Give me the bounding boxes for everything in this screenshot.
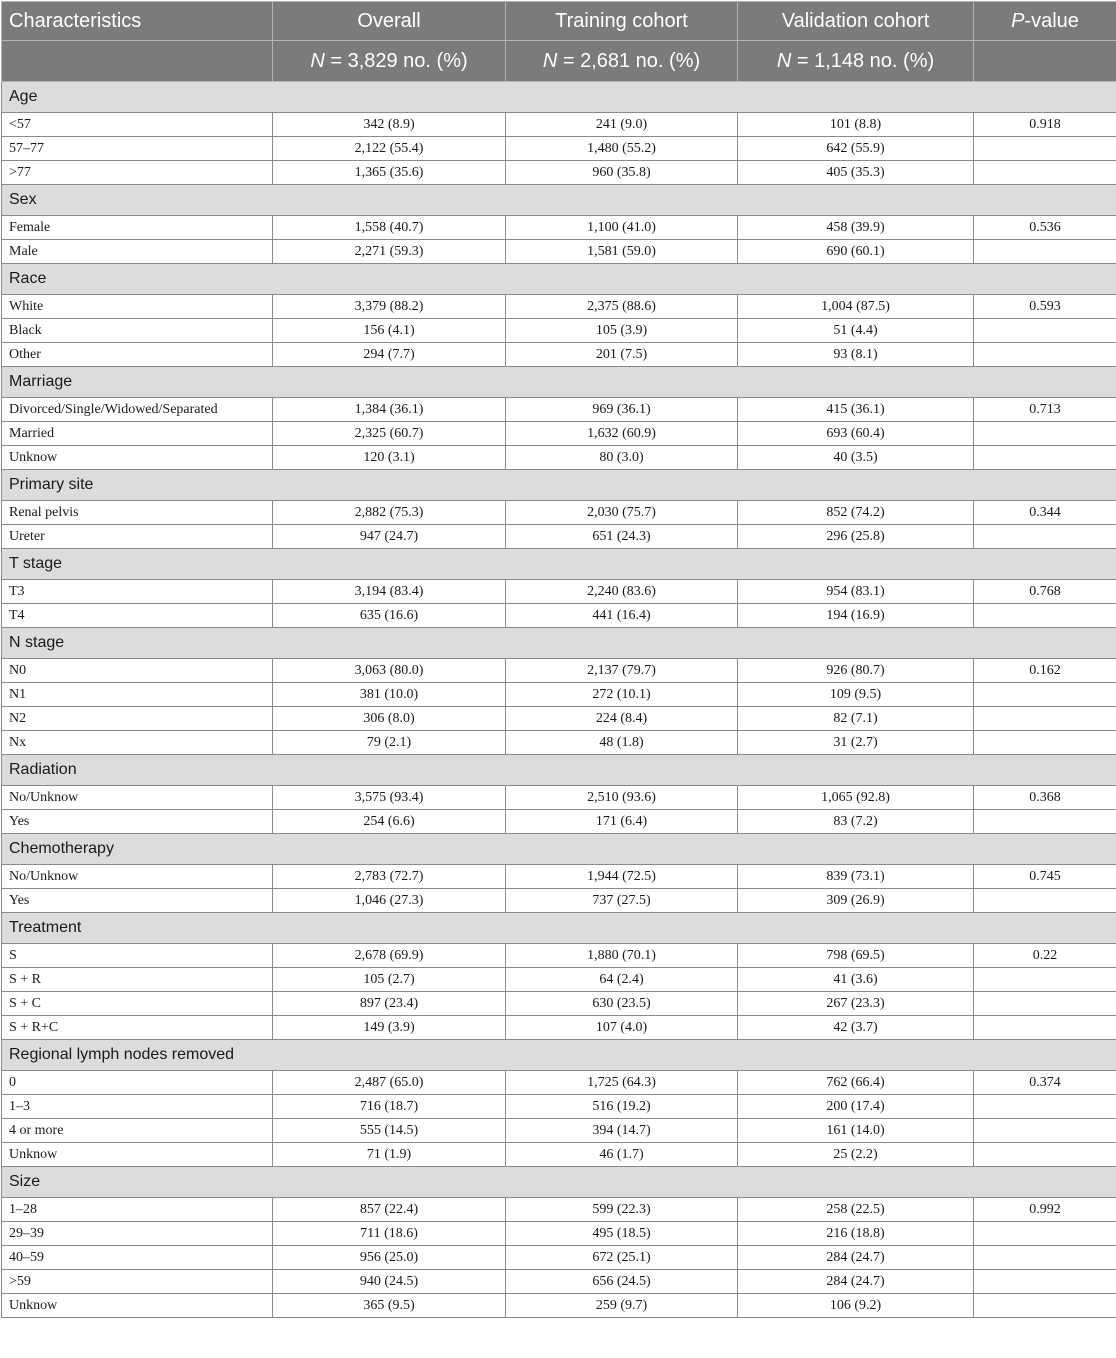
overall-cell: 120 (3.1) xyxy=(273,446,506,470)
table-row xyxy=(2,1222,1116,1246)
n-value: = 3,829 no. (%) xyxy=(325,50,468,72)
validation-cell: 216 (18.8) xyxy=(738,1222,974,1246)
validation-cell: 415 (36.1) xyxy=(738,398,974,422)
training-cell: 394 (14.7) xyxy=(506,1119,738,1143)
section-row xyxy=(2,264,1116,295)
p-value-cell: 0.374 xyxy=(974,1071,1116,1095)
overall-cell: 3,063 (80.0) xyxy=(273,659,506,683)
p-rest: -value xyxy=(1024,10,1078,32)
row-label: No/Unknow xyxy=(2,786,273,810)
section-title: Race xyxy=(2,264,1116,295)
p-value-cell xyxy=(974,446,1116,470)
row-label: <57 xyxy=(2,113,273,137)
row-label: Male xyxy=(2,240,273,264)
validation-cell: 51 (4.4) xyxy=(738,319,974,343)
table-body xyxy=(2,82,1116,1318)
overall-cell: 711 (18.6) xyxy=(273,1222,506,1246)
p-value-cell xyxy=(974,1246,1116,1270)
table-row xyxy=(2,319,1116,343)
row-label: Unknow xyxy=(2,446,273,470)
p-value-cell xyxy=(974,1016,1116,1040)
training-cell: 1,581 (59.0) xyxy=(506,240,738,264)
validation-cell: 83 (7.2) xyxy=(738,810,974,834)
training-cell: 201 (7.5) xyxy=(506,343,738,367)
row-label: Unknow xyxy=(2,1294,273,1318)
p-value-cell: 0.745 xyxy=(974,865,1116,889)
section-row xyxy=(2,185,1116,216)
validation-cell: 762 (66.4) xyxy=(738,1071,974,1095)
characteristics-table xyxy=(1,1,1116,1318)
table-row xyxy=(2,446,1116,470)
row-label: Married xyxy=(2,422,273,446)
section-title: Regional lymph nodes removed xyxy=(2,1040,1116,1071)
overall-cell: 2,678 (69.9) xyxy=(273,944,506,968)
training-cell: 1,880 (70.1) xyxy=(506,944,738,968)
validation-cell: 40 (3.5) xyxy=(738,446,974,470)
training-cell: 1,944 (72.5) xyxy=(506,865,738,889)
training-cell: 224 (8.4) xyxy=(506,707,738,731)
table-row xyxy=(2,944,1116,968)
validation-cell: 296 (25.8) xyxy=(738,525,974,549)
validation-cell: 839 (73.1) xyxy=(738,865,974,889)
section-row xyxy=(2,834,1116,865)
row-label: T4 xyxy=(2,604,273,628)
n-label: N xyxy=(777,50,791,72)
p-value-cell: 0.768 xyxy=(974,580,1116,604)
section-title: T stage xyxy=(2,549,1116,580)
validation-cell: 101 (8.8) xyxy=(738,113,974,137)
training-cell: 1,632 (60.9) xyxy=(506,422,738,446)
p-value-cell xyxy=(974,889,1116,913)
training-cell: 495 (18.5) xyxy=(506,1222,738,1246)
overall-cell: 1,384 (36.1) xyxy=(273,398,506,422)
row-label: 29–39 xyxy=(2,1222,273,1246)
overall-cell: 3,575 (93.4) xyxy=(273,786,506,810)
row-label: Ureter xyxy=(2,525,273,549)
training-cell: 2,375 (88.6) xyxy=(506,295,738,319)
validation-cell: 82 (7.1) xyxy=(738,707,974,731)
table-row xyxy=(2,604,1116,628)
table-row xyxy=(2,683,1116,707)
training-cell: 2,240 (83.6) xyxy=(506,580,738,604)
p-value-cell xyxy=(974,422,1116,446)
table-row xyxy=(2,1016,1116,1040)
training-cell: 630 (23.5) xyxy=(506,992,738,1016)
table-row xyxy=(2,865,1116,889)
validation-cell: 798 (69.5) xyxy=(738,944,974,968)
validation-cell: 954 (83.1) xyxy=(738,580,974,604)
header-p-value xyxy=(974,2,1116,41)
section-row xyxy=(2,367,1116,398)
overall-cell: 1,046 (27.3) xyxy=(273,889,506,913)
overall-cell: 940 (24.5) xyxy=(273,1270,506,1294)
section-row xyxy=(2,82,1116,113)
table-row xyxy=(2,343,1116,367)
header-validation-n xyxy=(738,41,974,82)
p-value-cell xyxy=(974,343,1116,367)
row-label: >59 xyxy=(2,1270,273,1294)
validation-cell: 642 (55.9) xyxy=(738,137,974,161)
overall-cell: 2,325 (60.7) xyxy=(273,422,506,446)
validation-cell: 926 (80.7) xyxy=(738,659,974,683)
row-label: S + R+C xyxy=(2,1016,273,1040)
validation-cell: 458 (39.9) xyxy=(738,216,974,240)
training-cell: 672 (25.1) xyxy=(506,1246,738,1270)
overall-cell: 156 (4.1) xyxy=(273,319,506,343)
header-overall-n xyxy=(273,41,506,82)
table-row xyxy=(2,707,1116,731)
row-label: 0 xyxy=(2,1071,273,1095)
overall-cell: 857 (22.4) xyxy=(273,1198,506,1222)
training-cell: 272 (10.1) xyxy=(506,683,738,707)
table-row xyxy=(2,992,1116,1016)
training-cell: 64 (2.4) xyxy=(506,968,738,992)
section-title: Radiation xyxy=(2,755,1116,786)
table-row xyxy=(2,501,1116,525)
training-cell: 2,510 (93.6) xyxy=(506,786,738,810)
table-row xyxy=(2,422,1116,446)
training-cell: 656 (24.5) xyxy=(506,1270,738,1294)
overall-cell: 365 (9.5) xyxy=(273,1294,506,1318)
header-overall: Overall xyxy=(273,2,506,41)
training-cell: 259 (9.7) xyxy=(506,1294,738,1318)
section-row xyxy=(2,470,1116,501)
overall-cell: 2,122 (55.4) xyxy=(273,137,506,161)
section-row xyxy=(2,1167,1116,1198)
p-value-cell xyxy=(974,1294,1116,1318)
n-value: = 2,681 no. (%) xyxy=(557,50,700,72)
p-value-cell xyxy=(974,240,1116,264)
validation-cell: 267 (23.3) xyxy=(738,992,974,1016)
training-cell: 651 (24.3) xyxy=(506,525,738,549)
row-label: Other xyxy=(2,343,273,367)
overall-cell: 254 (6.6) xyxy=(273,810,506,834)
row-label: S + R xyxy=(2,968,273,992)
table-row xyxy=(2,137,1116,161)
section-title: Primary site xyxy=(2,470,1116,501)
overall-cell: 2,882 (75.3) xyxy=(273,501,506,525)
training-cell: 2,030 (75.7) xyxy=(506,501,738,525)
training-cell: 105 (3.9) xyxy=(506,319,738,343)
row-label: 1–3 xyxy=(2,1095,273,1119)
table-header xyxy=(2,2,1116,82)
training-cell: 599 (22.3) xyxy=(506,1198,738,1222)
p-value-cell xyxy=(974,161,1116,185)
row-label: 1–28 xyxy=(2,1198,273,1222)
overall-cell: 956 (25.0) xyxy=(273,1246,506,1270)
p-value-cell: 0.593 xyxy=(974,295,1116,319)
header-row xyxy=(2,2,1116,41)
validation-cell: 284 (24.7) xyxy=(738,1246,974,1270)
validation-cell: 852 (74.2) xyxy=(738,501,974,525)
validation-cell: 42 (3.7) xyxy=(738,1016,974,1040)
header-training: Training cohort xyxy=(506,2,738,41)
validation-cell: 93 (8.1) xyxy=(738,343,974,367)
p-value-cell xyxy=(974,1119,1116,1143)
p-value-cell xyxy=(974,1270,1116,1294)
table-row xyxy=(2,1198,1116,1222)
training-cell: 441 (16.4) xyxy=(506,604,738,628)
p-value-cell xyxy=(974,1222,1116,1246)
row-label: No/Unknow xyxy=(2,865,273,889)
row-label: Nx xyxy=(2,731,273,755)
row-label: >77 xyxy=(2,161,273,185)
table-row xyxy=(2,731,1116,755)
overall-cell: 2,271 (59.3) xyxy=(273,240,506,264)
validation-cell: 693 (60.4) xyxy=(738,422,974,446)
table-row xyxy=(2,889,1116,913)
overall-cell: 105 (2.7) xyxy=(273,968,506,992)
row-label: Black xyxy=(2,319,273,343)
table-row xyxy=(2,295,1116,319)
table-row xyxy=(2,240,1116,264)
table-row xyxy=(2,1246,1116,1270)
table-row xyxy=(2,968,1116,992)
row-label: Female xyxy=(2,216,273,240)
overall-cell: 3,379 (88.2) xyxy=(273,295,506,319)
training-cell: 2,137 (79.7) xyxy=(506,659,738,683)
table-row xyxy=(2,398,1116,422)
header-empty-cell xyxy=(2,41,273,82)
row-label: T3 xyxy=(2,580,273,604)
row-label: Yes xyxy=(2,810,273,834)
header-validation: Validation cohort xyxy=(738,2,974,41)
p-value-cell: 0.713 xyxy=(974,398,1116,422)
training-cell: 1,480 (55.2) xyxy=(506,137,738,161)
training-cell: 171 (6.4) xyxy=(506,810,738,834)
header-n-row xyxy=(2,41,1116,82)
p-value-cell: 0.162 xyxy=(974,659,1116,683)
overall-cell: 897 (23.4) xyxy=(273,992,506,1016)
table-row xyxy=(2,113,1116,137)
overall-cell: 2,487 (65.0) xyxy=(273,1071,506,1095)
overall-cell: 294 (7.7) xyxy=(273,343,506,367)
row-label: N0 xyxy=(2,659,273,683)
validation-cell: 41 (3.6) xyxy=(738,968,974,992)
row-label: 57–77 xyxy=(2,137,273,161)
row-label: Renal pelvis xyxy=(2,501,273,525)
training-cell: 107 (4.0) xyxy=(506,1016,738,1040)
overall-cell: 555 (14.5) xyxy=(273,1119,506,1143)
training-cell: 969 (36.1) xyxy=(506,398,738,422)
p-value-cell xyxy=(974,1095,1116,1119)
section-row xyxy=(2,549,1116,580)
p-italic: P xyxy=(1011,10,1024,32)
table-row xyxy=(2,1270,1116,1294)
section-row xyxy=(2,755,1116,786)
p-value-cell: 0.344 xyxy=(974,501,1116,525)
section-title: Sex xyxy=(2,185,1116,216)
row-label: Divorced/Single/Widowed/Separated xyxy=(2,398,273,422)
overall-cell: 3,194 (83.4) xyxy=(273,580,506,604)
training-cell: 48 (1.8) xyxy=(506,731,738,755)
p-value-cell xyxy=(974,810,1116,834)
table-row xyxy=(2,1294,1116,1318)
overall-cell: 149 (3.9) xyxy=(273,1016,506,1040)
row-label: White xyxy=(2,295,273,319)
section-title: Treatment xyxy=(2,913,1116,944)
table-row xyxy=(2,1071,1116,1095)
p-value-cell xyxy=(974,525,1116,549)
overall-cell: 2,783 (72.7) xyxy=(273,865,506,889)
validation-cell: 109 (9.5) xyxy=(738,683,974,707)
validation-cell: 1,004 (87.5) xyxy=(738,295,974,319)
validation-cell: 161 (14.0) xyxy=(738,1119,974,1143)
section-title: N stage xyxy=(2,628,1116,659)
table-row xyxy=(2,1119,1116,1143)
training-cell: 46 (1.7) xyxy=(506,1143,738,1167)
overall-cell: 947 (24.7) xyxy=(273,525,506,549)
section-row xyxy=(2,628,1116,659)
row-label: 40–59 xyxy=(2,1246,273,1270)
row-label: 4 or more xyxy=(2,1119,273,1143)
validation-cell: 284 (24.7) xyxy=(738,1270,974,1294)
table-row xyxy=(2,1095,1116,1119)
table-row xyxy=(2,161,1116,185)
section-title: Marriage xyxy=(2,367,1116,398)
n-label: N xyxy=(543,50,557,72)
section-title: Size xyxy=(2,1167,1116,1198)
p-value-cell: 0.918 xyxy=(974,113,1116,137)
row-label: Yes xyxy=(2,889,273,913)
p-value-cell xyxy=(974,992,1116,1016)
overall-cell: 306 (8.0) xyxy=(273,707,506,731)
header-characteristics: Characteristics xyxy=(2,2,273,41)
training-cell: 1,725 (64.3) xyxy=(506,1071,738,1095)
training-cell: 960 (35.8) xyxy=(506,161,738,185)
overall-cell: 342 (8.9) xyxy=(273,113,506,137)
row-label: S + C xyxy=(2,992,273,1016)
training-cell: 80 (3.0) xyxy=(506,446,738,470)
p-value-cell xyxy=(974,137,1116,161)
p-value-cell xyxy=(974,707,1116,731)
section-row xyxy=(2,1040,1116,1071)
overall-cell: 79 (2.1) xyxy=(273,731,506,755)
header-empty-cell xyxy=(974,41,1116,82)
p-value-cell xyxy=(974,1143,1116,1167)
validation-cell: 1,065 (92.8) xyxy=(738,786,974,810)
p-value-cell: 0.536 xyxy=(974,216,1116,240)
validation-cell: 25 (2.2) xyxy=(738,1143,974,1167)
training-cell: 241 (9.0) xyxy=(506,113,738,137)
validation-cell: 31 (2.7) xyxy=(738,731,974,755)
header-training-n xyxy=(506,41,738,82)
table-row xyxy=(2,525,1116,549)
row-label: N2 xyxy=(2,707,273,731)
p-value-cell: 0.368 xyxy=(974,786,1116,810)
row-label: N1 xyxy=(2,683,273,707)
overall-cell: 1,558 (40.7) xyxy=(273,216,506,240)
validation-cell: 194 (16.9) xyxy=(738,604,974,628)
table-row xyxy=(2,1143,1116,1167)
n-label: N xyxy=(310,50,324,72)
overall-cell: 716 (18.7) xyxy=(273,1095,506,1119)
p-value-cell xyxy=(974,319,1116,343)
table-row xyxy=(2,786,1116,810)
p-value-cell: 0.992 xyxy=(974,1198,1116,1222)
table-row xyxy=(2,580,1116,604)
table-row xyxy=(2,659,1116,683)
training-cell: 737 (27.5) xyxy=(506,889,738,913)
p-value-cell: 0.22 xyxy=(974,944,1116,968)
section-title: Age xyxy=(2,82,1116,113)
validation-cell: 106 (9.2) xyxy=(738,1294,974,1318)
overall-cell: 71 (1.9) xyxy=(273,1143,506,1167)
p-value-cell xyxy=(974,731,1116,755)
table-row xyxy=(2,810,1116,834)
table-row xyxy=(2,216,1116,240)
validation-cell: 258 (22.5) xyxy=(738,1198,974,1222)
overall-cell: 381 (10.0) xyxy=(273,683,506,707)
validation-cell: 690 (60.1) xyxy=(738,240,974,264)
training-cell: 516 (19.2) xyxy=(506,1095,738,1119)
section-row xyxy=(2,913,1116,944)
p-value-cell xyxy=(974,604,1116,628)
row-label: S xyxy=(2,944,273,968)
validation-cell: 405 (35.3) xyxy=(738,161,974,185)
training-cell: 1,100 (41.0) xyxy=(506,216,738,240)
overall-cell: 635 (16.6) xyxy=(273,604,506,628)
overall-cell: 1,365 (35.6) xyxy=(273,161,506,185)
p-value-cell xyxy=(974,968,1116,992)
row-label: Unknow xyxy=(2,1143,273,1167)
validation-cell: 309 (26.9) xyxy=(738,889,974,913)
validation-cell: 200 (17.4) xyxy=(738,1095,974,1119)
p-value-cell xyxy=(974,683,1116,707)
n-value: = 1,148 no. (%) xyxy=(791,50,934,72)
section-title: Chemotherapy xyxy=(2,834,1116,865)
